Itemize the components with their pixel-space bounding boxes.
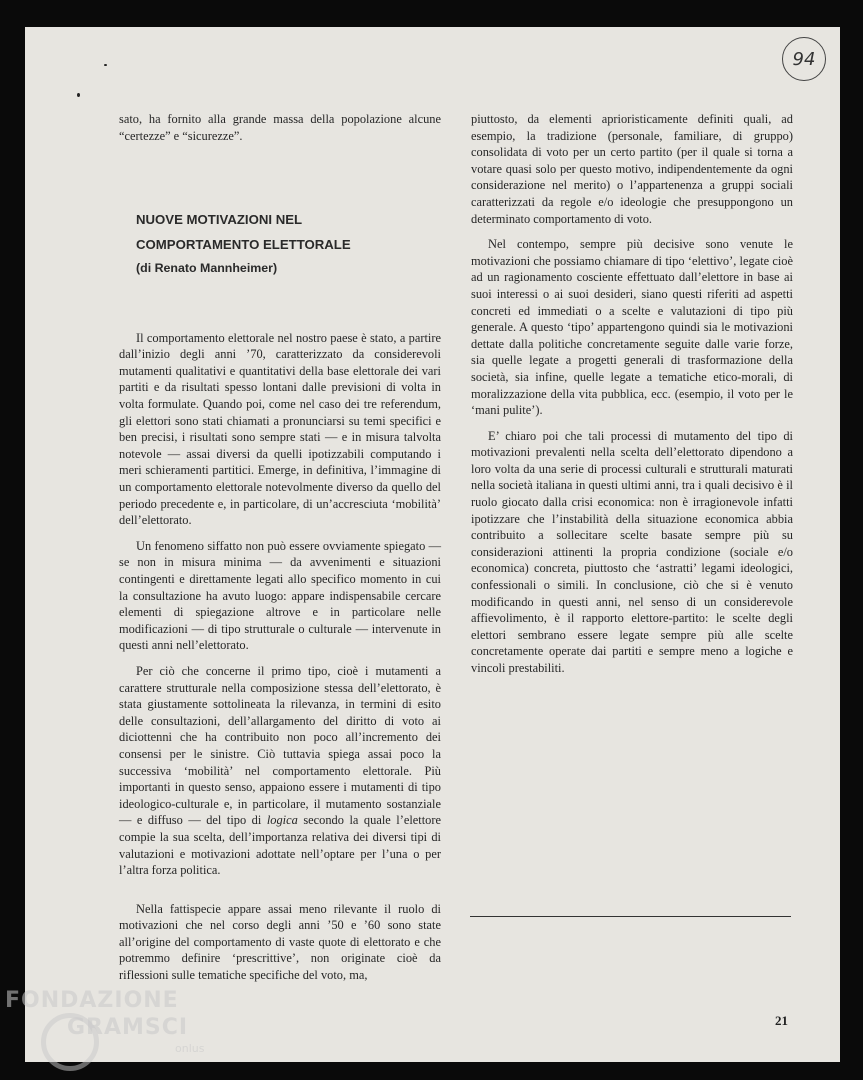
body-paragraph-3 bbox=[119, 663, 441, 879]
watermark-line-3: onlus bbox=[175, 1042, 205, 1055]
right-column bbox=[471, 111, 793, 677]
watermark-line-2: GRAMSCI bbox=[67, 1015, 189, 1040]
p3-text-start: Per ciò che concerne il primo tipo, cioè i mutamenti a carattere strutturale nella composizione stessa dell’elettorato, è stata giustamente sottolineata la rilevanza, in termini di esito delle consultazioni, dell’allargamento del diritto di voto ai diciottenni che ha contribuito non poco all’incremento dei consensi per le sinistre. Ciò tuttavia spiega assai poco la successiva ‘mobilità’ nel comportamento elettorale. Più importanti in questo senso, appaiono essere i mutamenti di tipo ideologico-culturale e, in particolare, il mutamento sostanziale — e diffuso — del tipo di bbox=[119, 663, 441, 828]
speck-mark bbox=[104, 64, 107, 66]
right-paragraph-3: E’ chiaro poi che tali processi di mutamento del tipo di motivazioni prevalenti nella scelta dell’elettorato dipendono a loro volta da una serie di processi culturali e strutturali maturati nella società italiana in questi ultimi anni, tra i quali decisivo è il ruolo giocato dalla crisi economica: non è irragionevole infatti ipotizzare che l’instabilità della situazione economica abbia contribuito a sollecitare scelte basate sempre più su considerazioni attinenti la propria condizione (sociale e/o economica) concreta, piuttosto che ‘astratti’ legami ideologici, confessionali o simili. In conclusione, ciò che si è venuto modificando in questi anni, nel senso di un considerevole affievolimento, è il rapporto elettore-partito: le scelte degli elettori sembrano essere legate sempre più alle scelte concretamente operate dai partiti e sempre meno a logiche e vincoli prestabiliti. bbox=[471, 428, 793, 675]
document-page bbox=[25, 27, 840, 1062]
p3-italic-word: logica bbox=[266, 813, 298, 828]
p3-text-end: secondo la quale l’elettore compie la sua scelta, dell’importanza relativa dei diversi tipi di valutazioni e motivazioni adottate nell’optare per l’una o per l’altra forza politica. bbox=[119, 813, 441, 878]
body-paragraph-1: Il comportamento elettorale nel nostro paese è stato, a partire dall’inizio degli anni ’70, caratterizzato da considerevoli mutamenti qualitativi e quantitativi della base elettorale dei vari partiti e da risultati spesso lontani dalle previsioni di volta in volta formulate. Quando poi, come nel caso dei tre referendum, gli elettori sono stati chiamati a pronunciarsi su temi specifici e ben precisi, i risultati sono sempre stati — e in misura talvolta notevole — assai diversi da quelli ipotizzabili computando i meri schieramenti partitici. Emerge, in definitiva, l’immagine di un comportamento elettorale notevolmente diverso da quello del periodo precedente e, in particolare, di un’accresciuta ‘mobilità’ dell’elettorato. bbox=[119, 330, 441, 528]
horizontal-rule bbox=[470, 916, 791, 917]
author-byline: (di Renato Mannheimer) bbox=[136, 261, 278, 276]
heading-line-1: NUOVE MOTIVAZIONI NEL bbox=[136, 212, 303, 228]
speck-mark bbox=[77, 93, 80, 97]
body-paragraph-4: Nella fattispecie appare assai meno rilevante il ruolo di motivazioni che nel corso degli anni ’50 e ’60 sono state all’origine del comportamento di vaste quote di elettorato e che potremmo definire ‘prescrittive’, non originate cioè da riflessioni sulle tematiche specifiche del voto, ma, bbox=[119, 901, 441, 983]
page-number: 21 bbox=[775, 1013, 788, 1028]
article-heading bbox=[119, 212, 441, 277]
right-paragraph-2: Nel contempo, sempre più decisive sono venute le motivazioni che possiamo chiamare di tipo ‘elettivo’, legate cioè ad un ragionamento cosciente effettuato dall’elettore in base ai suoi interessi o ai suoi desideri, siano questi riferiti ad aspetti concreti ed immediati o a scelte e valutazioni di tipo più generale. A questo ‘tipo’ appartengono quindi sia le motivazioni dettate dalla politiche concretamente seguite dalle varie forze, sia quelle legate a progetti generali di trasformazione della società, sia infine, quelle legate a tematiche etico-morali, di moralizzazione della vita pubblica, ecc. (esempio, il voto per le ‘mani pulite’). bbox=[471, 237, 793, 418]
stamp-number: 94 bbox=[792, 48, 816, 70]
heading-line-2: COMPORTAMENTO ELETTORALE bbox=[136, 236, 351, 252]
body-paragraph-2: Un fenomeno siffatto non può essere ovviamente spiegato — se non in misura minima — da avvenimenti e situazioni contingenti e direttamente legati allo specifico momento in cui la consultazione ha avuto luogo: appare indispensabile cercare elementi di spiegazione altrove e in particolare nelle modificazioni — di tipo strutturale o culturale — intervenute in questi anni nell’elettorato. bbox=[119, 538, 441, 653]
intro-paragraph: sato, ha fornito alla grande massa della popolazione alcune “certezze” e “sicurezze”. bbox=[119, 112, 441, 143]
left-column bbox=[119, 111, 441, 984]
right-paragraph-1: piuttosto, da elementi aprioristicamente definiti quali, ad esempio, la tradizione (personale, familiare, di gruppo) consolidata di voto per un certo partito (per il quale si torna a votare quasi solo per questo motivo, indipendentemente da ogni considerazione nel merito) o l’appartenenza a gruppi sociali caratterizzati da regole e/o ideologie che presuppongono un determinato comportamento di voto. bbox=[471, 112, 793, 226]
archive-stamp bbox=[782, 37, 826, 81]
watermark-line-1: FONDAZIONE bbox=[5, 988, 179, 1013]
